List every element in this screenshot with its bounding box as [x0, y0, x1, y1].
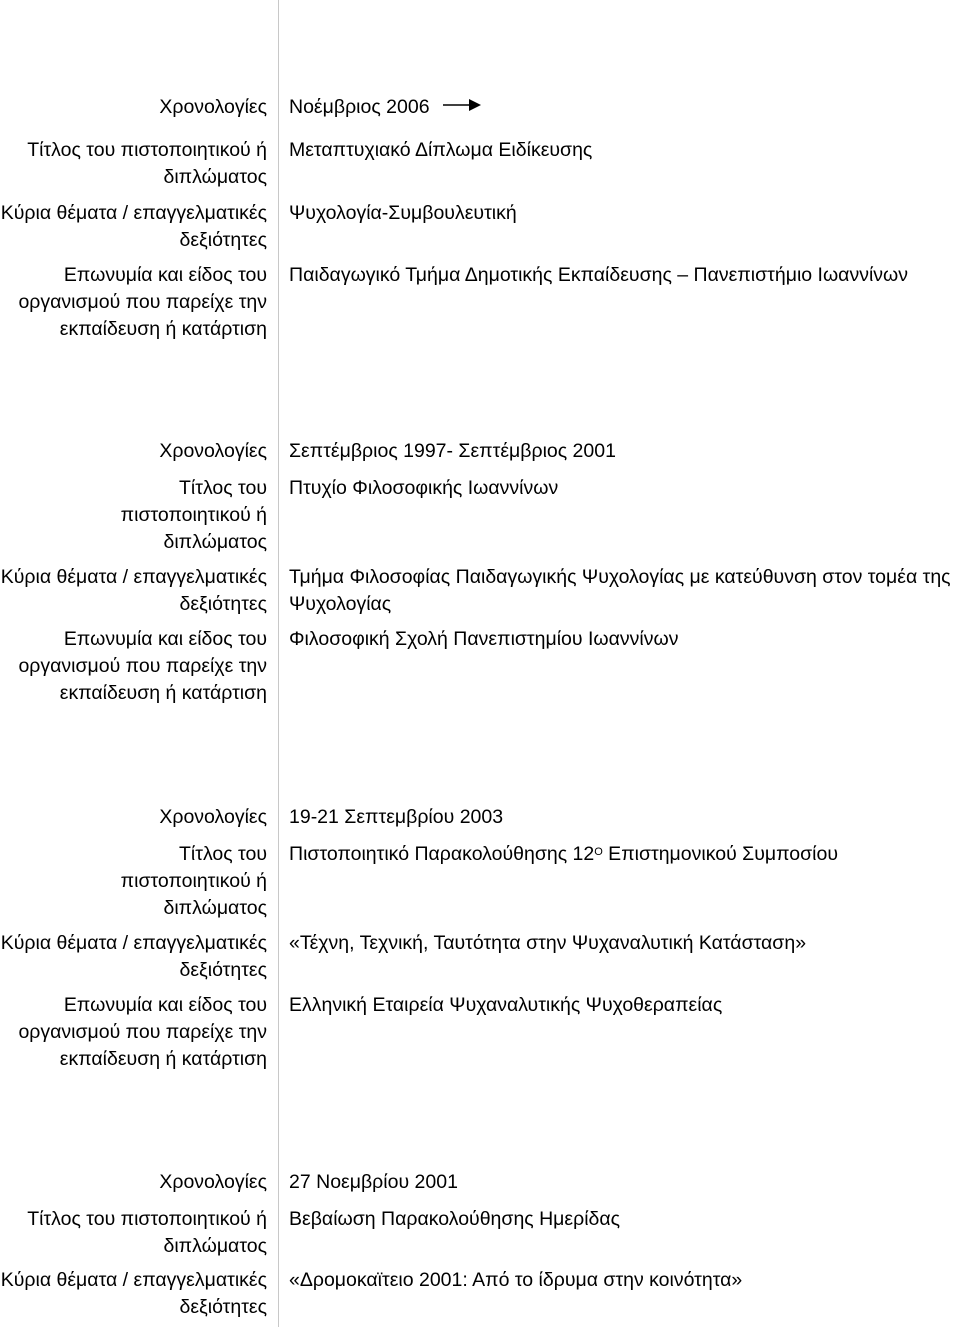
dates-label: Χρονολογίες: [159, 440, 267, 462]
title-label: Τίτλος του πιστοποιητικού ή διπλώματος: [120, 843, 267, 919]
title-value-main: Πιστοποιητικό Παρακολούθησης 12: [289, 843, 595, 865]
organisation-value: Παιδαγωγικό Τμήμα Δημοτικής Εκπαίδευσης – Πανεπιστήμιο Ιωαννίνων: [289, 264, 909, 286]
subjects-value: Ψυχολογία-Συμβουλευτική: [289, 202, 517, 224]
subjects-label: Κύρια θέματα / επαγγελματικές δεξιότητες: [0, 566, 267, 615]
title-label: Τίτλος του πιστοποιητικού ή διπλώματος: [27, 1208, 267, 1257]
column-divider: [278, 0, 279, 1327]
dates-value: 27 Νοεμβρίου 2001: [289, 1171, 458, 1193]
dates-value: Σεπτέμβριος 1997- Σεπτέμβριος 2001: [289, 440, 616, 462]
subjects-value: «Δρομοκαϊτειο 2001: Από το ίδρυμα στην κοινότητα»: [289, 1269, 743, 1291]
title-value: Μεταπτυχιακό Δίπλωμα Ειδίκευσης: [289, 139, 593, 161]
organisation-value: Ελληνική Εταιρεία Ψυχαναλυτικής Ψυχοθεραπείας: [289, 994, 723, 1016]
dates-value: Νοέμβριος 2006: [289, 96, 430, 118]
title-value: [289, 841, 959, 868]
subjects-label: Κύρια θέματα / επαγγελματικές δεξιότητες: [0, 1269, 267, 1318]
dates-label: Χρονολογίες: [159, 1171, 267, 1193]
subjects-value: Τμήμα Φιλοσοφίας Παιδαγωγικής Ψυχολογίας με κατεύθυνση στον τομέα της Ψυχολογίας: [289, 566, 951, 615]
dates-label: Χρονολογίες: [159, 96, 267, 118]
dates-value-wrap: [289, 94, 959, 121]
title-value: Βεβαίωση Παρακολούθησης Ημερίδας: [289, 1208, 621, 1230]
dates-label: Χρονολογίες: [159, 806, 267, 828]
arrow-right-icon: [443, 92, 481, 119]
title-label: Τίτλος του πιστοποιητικού ή διπλώματος: [27, 139, 267, 188]
title-value: Πτυχίο Φιλοσοφικής Ιωαννίνων: [289, 477, 559, 499]
organisation-label: Επωνυμία και είδος του οργανισμού που παρείχε την εκπαίδευση ή κατάρτιση: [18, 628, 267, 704]
ordinal-superscript: Ο: [594, 846, 603, 858]
organisation-label: Επωνυμία και είδος του οργανισμού που παρείχε την εκπαίδευση ή κατάρτιση: [18, 994, 267, 1070]
subjects-value: «Τέχνη, Τεχνική, Ταυτότητα στην Ψυχαναλυτική Κατάσταση»: [289, 932, 807, 954]
organisation-label: Επωνυμία και είδος του οργανισμού που παρείχε την εκπαίδευση ή κατάρτιση: [18, 264, 267, 340]
subjects-label: Κύρια θέματα / επαγγελματικές δεξιότητες: [0, 932, 267, 981]
title-value-rest: Επιστημονικού Συμποσίου: [602, 843, 839, 865]
organisation-value: Φιλοσοφική Σχολή Πανεπιστημίου Ιωαννίνων: [289, 628, 679, 650]
subjects-label: Κύρια θέματα / επαγγελματικές δεξιότητες: [0, 202, 267, 251]
dates-value: 19-21 Σεπτεμβρίου 2003: [289, 806, 504, 828]
title-label: Τίτλος του πιστοποιητικού ή διπλώματος: [120, 477, 267, 553]
